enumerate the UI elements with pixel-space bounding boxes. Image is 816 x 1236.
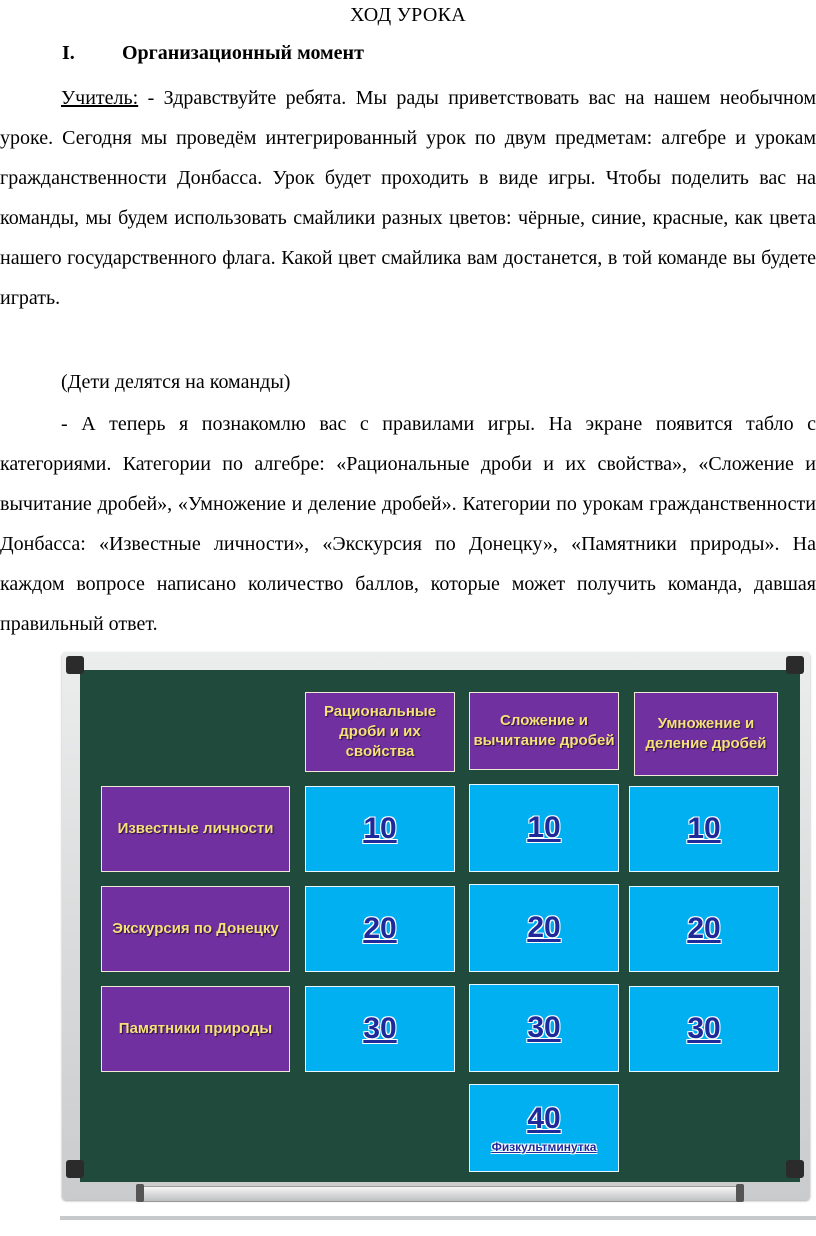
section-heading bbox=[62, 42, 364, 65]
page-title: ХОД УРОКА bbox=[350, 4, 466, 26]
board-corner-top-left bbox=[66, 656, 84, 674]
board-corner-bottom-right bbox=[786, 1160, 804, 1178]
paragraph-rules bbox=[0, 404, 816, 644]
score-tile-r2-c2[interactable]: 20 bbox=[469, 884, 619, 972]
score-tile-r1-c3[interactable]: 10 bbox=[629, 786, 779, 872]
score-tile-r3-c1[interactable]: 30 bbox=[305, 986, 455, 1072]
tray-end-right bbox=[736, 1184, 744, 1202]
bonus-tile[interactable] bbox=[469, 1084, 619, 1172]
paragraph-2-text: (Дети делятся на команды) bbox=[61, 371, 291, 393]
row-header-nature-monuments[interactable]: Памятники природы bbox=[101, 986, 290, 1072]
tray-end-left bbox=[136, 1184, 144, 1202]
row-header-donetsk-tour[interactable]: Экскурсия по Донецку bbox=[101, 886, 290, 972]
paragraph-teacher bbox=[0, 78, 816, 318]
marker-tray bbox=[140, 1186, 742, 1202]
bonus-label: Физкультминутка bbox=[491, 1140, 597, 1154]
score-tile-r2-c1[interactable]: 20 bbox=[305, 886, 455, 972]
board-corner-top-right bbox=[786, 656, 804, 674]
section-title: Организационный момент bbox=[122, 42, 364, 64]
board-corner-bottom-left bbox=[66, 1160, 84, 1178]
score-tile-r2-c3[interactable]: 20 bbox=[629, 886, 779, 972]
score-tile-r1-c2[interactable]: 10 bbox=[469, 784, 619, 872]
bonus-value: 40 bbox=[527, 1102, 561, 1135]
image-bottom-edge bbox=[60, 1216, 816, 1220]
section-number: I. bbox=[62, 42, 75, 64]
paragraph-1-text: - Здравствуйте ребята. Мы рады приветствовать вас на нашем необычном уроке. Сегодня мы проведём интегрированный урок по двум предметам: алгебре и урокам гражданственности Донбасса. Урок будет проходить в виде игры. Чтобы поделить вас на команды, мы будем использовать смайлики разных цветов: чёрные, синие, красные, как цвета нашего государственного флага. Какой цвет смайлика вам достанется, в той команде вы будете играть. bbox=[0, 87, 816, 309]
score-tile-r3-c2[interactable]: 30 bbox=[469, 984, 619, 1072]
row-header-famous-people[interactable]: Известные личности bbox=[101, 786, 290, 872]
column-header-addition-subtraction[interactable]: Сложение и вычитание дробей bbox=[469, 692, 619, 770]
score-tile-r1-c1[interactable]: 10 bbox=[305, 786, 455, 872]
speaker-label: Учитель: bbox=[61, 87, 139, 109]
paragraph-children bbox=[0, 362, 816, 402]
paragraph-3-text: - А теперь я познакомлю вас с правилами игры. На экране появится табло с категориями. Категории по алгебре: «Рациональные дроби и их свойства», «Сложение и вычитание дробей», «Умножение и деление дробей». Категории по урокам гражданственности Донбасса: «Известные личности», «Экскурсия по Донецку», «Памятники природы». На каждом вопросе написано количество баллов, которые может получить команда, давшая правильный ответ. bbox=[0, 413, 816, 635]
column-header-multiplication-division[interactable]: Умножение и деление дробей bbox=[634, 692, 778, 776]
column-header-rational-fractions[interactable]: Рациональные дроби и их свойства bbox=[305, 692, 455, 772]
score-tile-r3-c3[interactable]: 30 bbox=[629, 986, 779, 1072]
